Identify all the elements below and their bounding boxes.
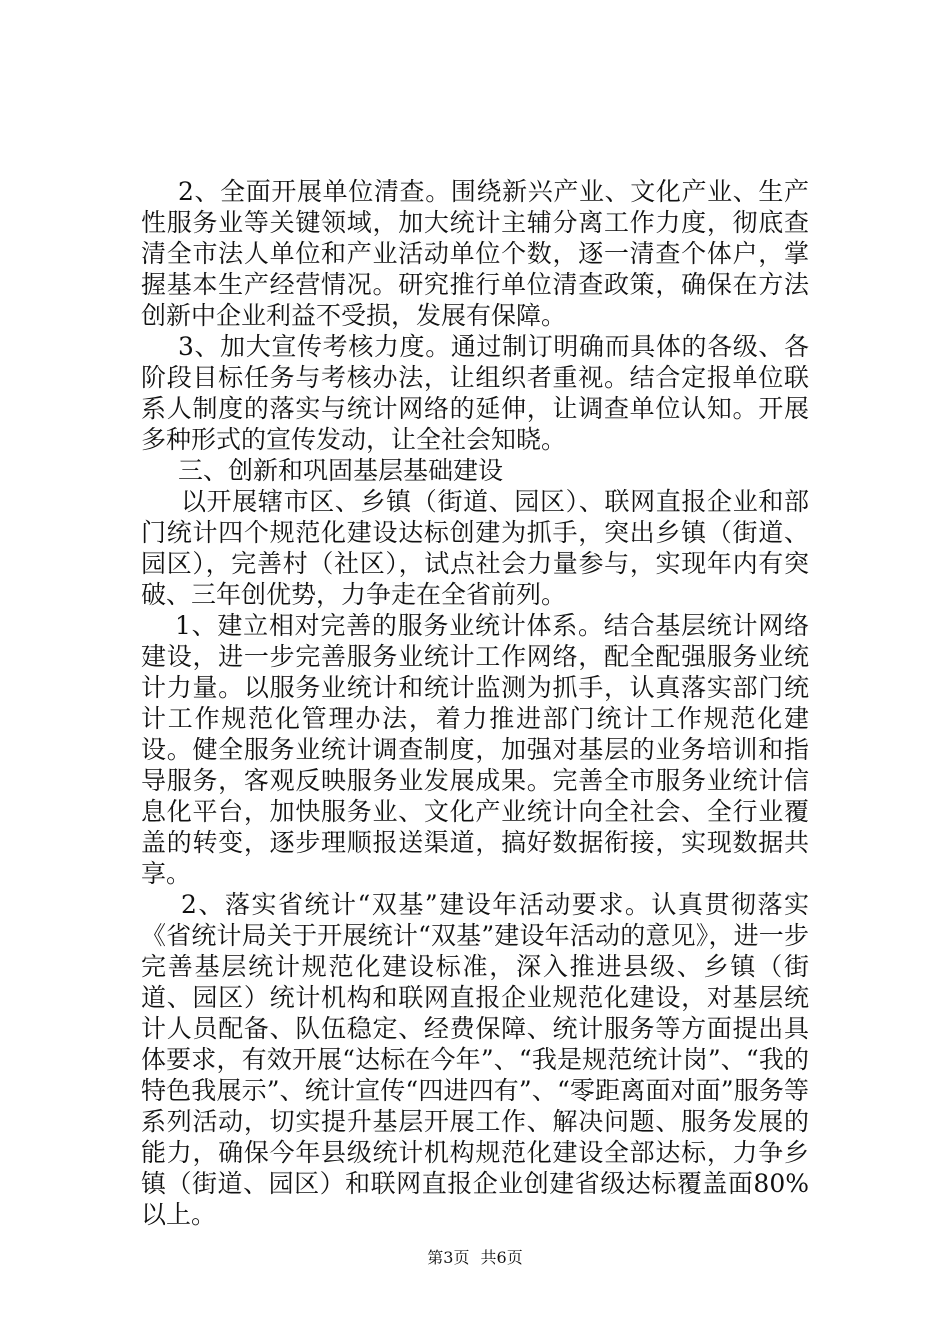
paragraph-double-base-year: 2、落实省统计“双基”建设年活动要求。认真贯彻落实《省统计局关于开展统计“双基”建设年活动的意见》，进一步完善基层统计规范化建设标准，深入推进县级、乡镇（街道、园区）统计机构和联网直报企业规范化建设，对基层统计人员配备、队伍稳定、经费保障、统计服务等方面提出具体要求，有效开展“达标在今年”、“我是规范统计岗”、“我的特色我展示”、统计宣传“四进四有”、“零距离面对面”服务等系列活动，切实提升基层开展工作、解决问题、服务发展的能力，确保今年县级统计机构规范化建设全部达标，力争乡镇（街道、园区）和联网直报企业创建省级达标覆盖面80%以上。 xyxy=(141,890,809,1229)
document-body xyxy=(141,176,809,1230)
paragraph-publicity-assessment: 3、加大宣传考核力度。通过制订明确而具体的各级、各阶段目标任务与考核办法，让组织者重视。结合定报单位联系人制度的落实与统计网络的延伸，让调查单位认知。开展多种形式的宣传发动，让全社会知晓。 xyxy=(141,332,809,454)
page-total: 共6页 xyxy=(480,1248,523,1267)
paragraph-service-statistics: 1、建立相对完善的服务业统计体系。结合基层统计网络建设，进一步完善服务业统计工作网络，配全配强服务业统计力量。以服务业统计和统计监测为抓手，认真落实部门统计工作规范化管理办法，着力推进部门统计工作规范化建设。健全服务业统计调查制度，加强对基层的业务培训和指导服务，客观反映服务业发展成果。完善全市服务业统计信息化平台，加快服务业、文化产业统计向全社会、全行业覆盖的转变，逐步理顺报送渠道，搞好数据衔接，实现数据共享。 xyxy=(141,611,809,888)
page-number: 第3页 xyxy=(427,1248,470,1267)
page-footer xyxy=(0,1248,950,1268)
paragraph-grassroots-intro: 以开展辖市区、乡镇（街道、园区）、联网直报企业和部门统计四个规范化建设达标创建为抓手，突出乡镇（街道、园区），完善村（社区），试点社会力量参与，实现年内有突破、三年创优势，力争走在全省前列。 xyxy=(141,487,809,609)
section-heading: 三、创新和巩固基层基础建设 xyxy=(178,456,504,485)
paragraph-unit-inventory: 2、全面开展单位清查。围绕新兴产业、文化产业、生产性服务业等关键领域，加大统计主辅分离工作力度，彻底查清全市法人单位和产业活动单位个数，逐一清查个体户，掌握基本生产经营情况。研究推行单位清查政策，确保在方法创新中企业利益不受损，发展有保障。 xyxy=(141,177,809,330)
